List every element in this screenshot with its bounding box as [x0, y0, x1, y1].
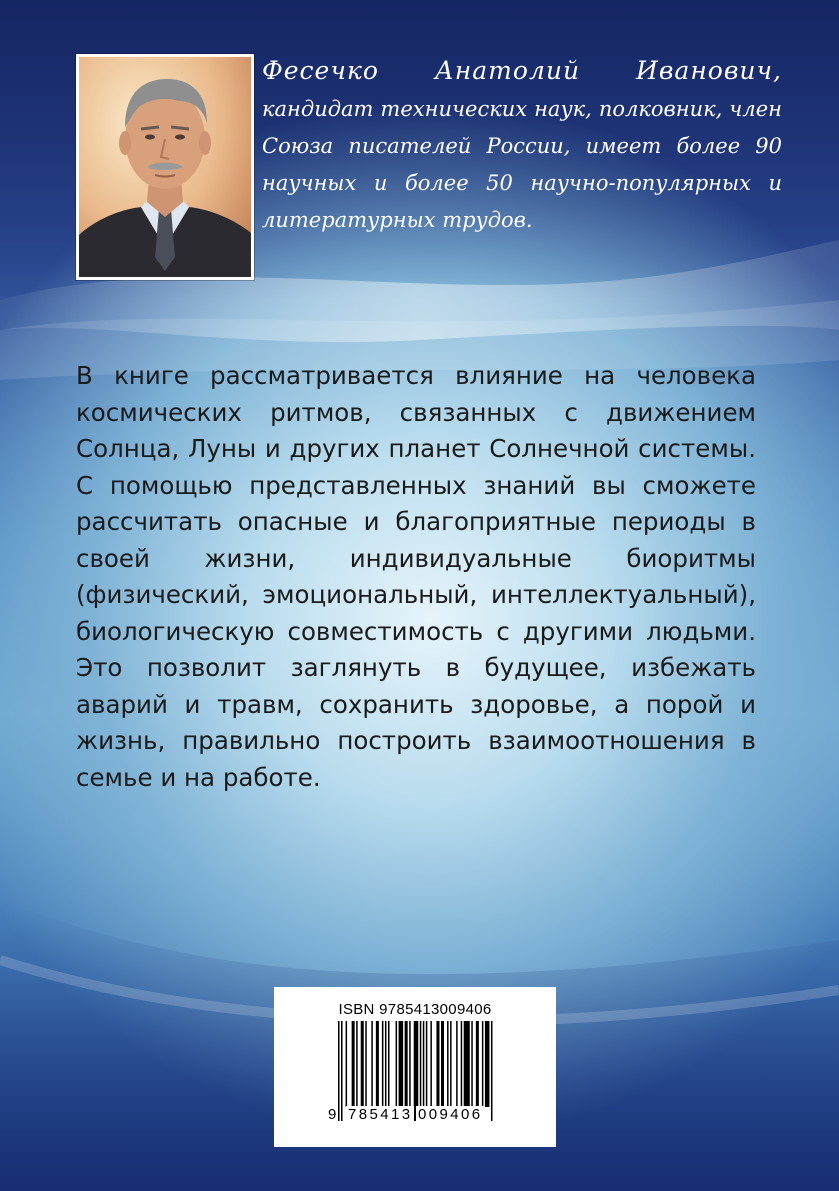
barcode-digit-first: 9 [328, 1106, 337, 1123]
author-portrait-icon [79, 57, 251, 277]
barcode-digits-left: 785413 [348, 1106, 413, 1123]
author-name: Фесечко Анатолий Иванович, [262, 56, 782, 85]
barcode-digits-right: 009406 [418, 1106, 483, 1123]
book-description: В книге рассматривается влияние на человека космических ритмов, связанных с движением Солнца, Луны и других планет Солнечной системы. С помощью представленных знаний вы сможете рассчитать опасные и благоприятные периоды в своей жизни, индивидуальные биоритмы (физический, эмоциональный, интеллектуальный), биологическую совместимость с другими людьми. Это позволит заглянуть в будущее, избежать аварий и травм, сохранить здоровье, а порой и жизнь, правильно построить взаимоотношения в семье и на работе. [76, 361, 756, 792]
barcode-digits [328, 1106, 504, 1128]
author-bio-text: кандидат технических наук, полковник, член Союза писателей России, имеет более 90 научных и более 50 научно-популярных и литературных трудов. [262, 97, 782, 232]
isbn-barcode-box [274, 987, 556, 1147]
author-bio-block [262, 52, 782, 239]
isbn-label: ISBN 9785413009406 [338, 1001, 492, 1018]
author-photo-frame [76, 54, 254, 280]
